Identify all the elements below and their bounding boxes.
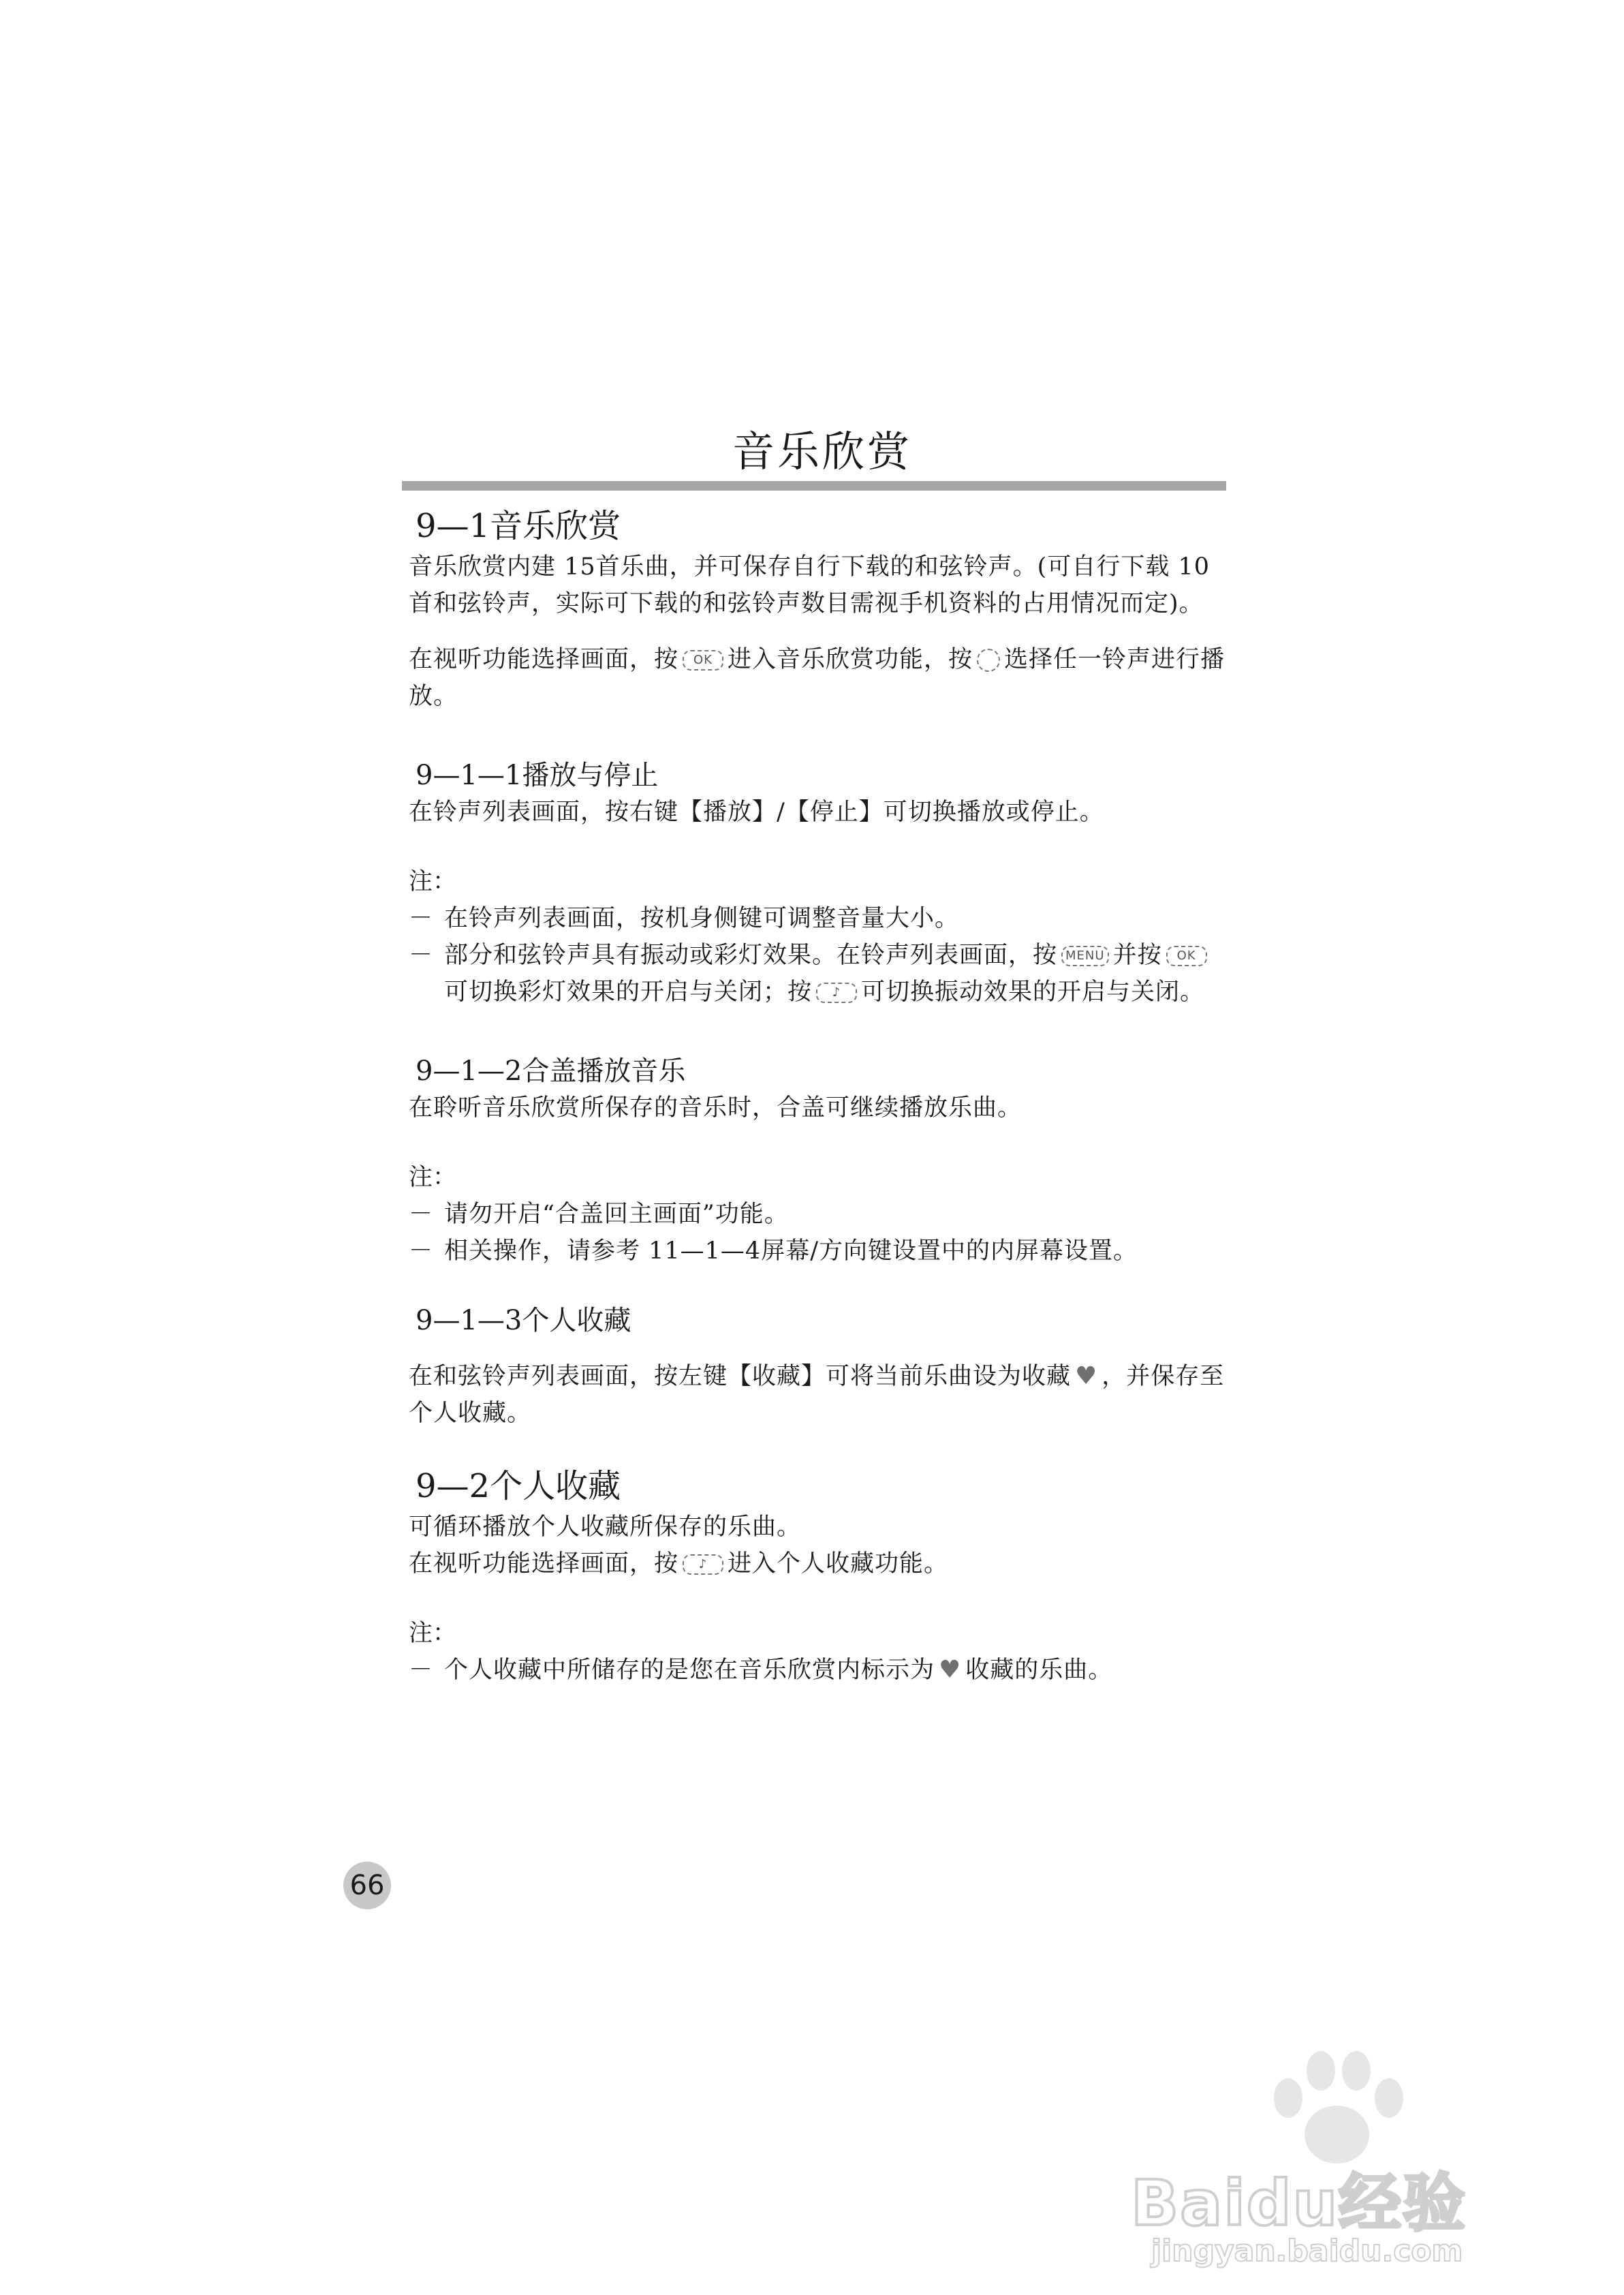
baidu-watermark bbox=[1131, 2051, 1574, 2269]
ok-key-icon: OK bbox=[683, 650, 723, 671]
menu-key-icon: MENU bbox=[1061, 946, 1109, 966]
note-bullet: － 在铃声列表画面，按机身侧键可调整音量大小。 bbox=[409, 904, 960, 932]
section-9-2-heading: 9—2个人收藏 bbox=[416, 1466, 621, 1505]
note-bullet: － 相关操作，请参考 11—1—4屏幕/方向键设置中的内屏幕设置。 bbox=[409, 1237, 1138, 1265]
music-key-icon: ♪ bbox=[816, 983, 857, 1003]
manual-content bbox=[409, 504, 1226, 1689]
note-bullet: － 请勿开启“合盖回主画面”功能。 bbox=[409, 1200, 789, 1228]
section-9-1-1-heading: 9—1—1播放与停止 bbox=[416, 759, 659, 791]
section-9-1-2-text: 在聆听音乐欣赏所保存的音乐时，合盖可继续播放乐曲。 bbox=[409, 1094, 1022, 1122]
navigation-key-icon bbox=[977, 649, 1000, 672]
section-9-1-instructions: 在视听功能选择画面，按 OK 进入音乐欣赏功能，按 选择任一铃声进行播放。 bbox=[409, 645, 1225, 710]
watermark-url: jingyan.baidu.com bbox=[1151, 2234, 1463, 2268]
section-9-1-intro: 音乐欣赏内建 15首乐曲，并可保存自行下载的和弦铃声。(可自行下载 10首和弦铃声，实际可下载的和弦铃声数目需视手机资料的占用情况而定)。 bbox=[409, 553, 1210, 617]
section-9-1-2-heading: 9—1—2合盖播放音乐 bbox=[416, 1055, 686, 1087]
note-label: 注： bbox=[409, 1163, 457, 1191]
section-9-1-1-text: 在铃声列表画面，按右键【播放】/【停止】可切换播放或停止。 bbox=[409, 798, 1104, 826]
note-label: 注： bbox=[409, 1619, 457, 1647]
note-label: 注： bbox=[409, 867, 457, 895]
section-9-1-heading: 9—1音乐欣赏 bbox=[416, 507, 621, 545]
section-9-2-instructions: 在视听功能选择画面，按 ♪ 进入个人收藏功能。 bbox=[409, 1550, 949, 1577]
heart-icon: ♥ bbox=[1075, 1361, 1098, 1390]
section-9-2-text: 可循环播放个人收藏所保存的乐曲。 bbox=[409, 1513, 802, 1541]
title-rule bbox=[402, 481, 1226, 491]
section-9-1-3-text: 在和弦铃声列表画面，按左键【收藏】可将当前乐曲设为收藏 ♥ ，并保存至个人收藏。 bbox=[409, 1361, 1225, 1427]
paw-logo-icon bbox=[1267, 2051, 1403, 2167]
section-9-1-3-heading: 9—1—3个人收藏 bbox=[416, 1304, 631, 1336]
page-title: 音乐欣赏 bbox=[732, 427, 913, 476]
ok-key-icon: OK bbox=[1166, 946, 1207, 966]
page-number: 66 bbox=[343, 1862, 391, 1909]
note-bullet: － 部分和弦铃声具有振动或彩灯效果。在铃声列表画面，按 MENU 并按 OK可切换彩灯效果的开启与关闭；按 ♪ 可切换振动效果的开启与关闭。 bbox=[409, 937, 1226, 1011]
heart-icon: ♥ bbox=[939, 1655, 962, 1684]
music-key-icon: ♪ bbox=[683, 1554, 723, 1575]
note-bullet: － 个人收藏中所储存的是您在音乐欣赏内标示为 ♥ 收藏的乐曲。 bbox=[409, 1655, 1113, 1684]
watermark-logo-text: Baidu经验 bbox=[1131, 2167, 1467, 2240]
